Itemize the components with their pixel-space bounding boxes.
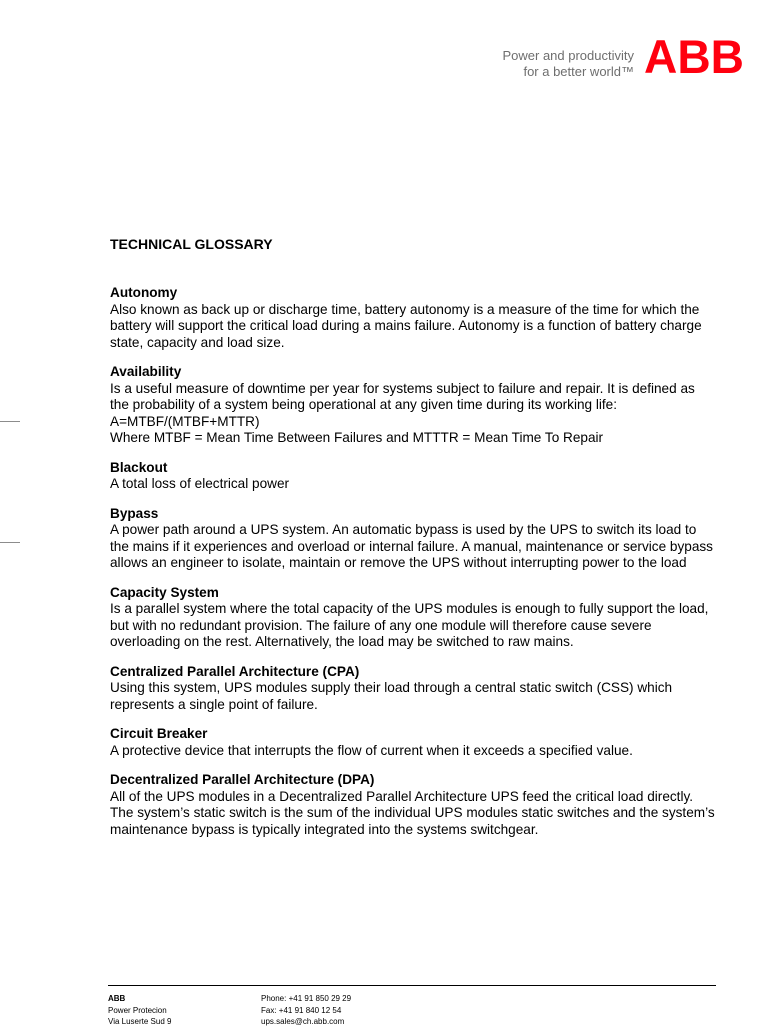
glossary-definition: A power path around a UPS system. An automatic bypass is used by the UPS to switch its load to the mains if it experiences and overload or internal failure. A manual, maintenance or service bypass allows an engineer to isolate, maintain or remove the UPS without interrupting power to the load <box>110 522 713 570</box>
glossary-term: Bypass <box>110 505 159 521</box>
footer-division: Power Protecion <box>108 1005 167 1015</box>
abb-logo <box>644 36 744 76</box>
glossary-list <box>110 285 715 838</box>
glossary-term: Autonomy <box>110 285 178 300</box>
footer-street: Via Luserte Sud 9 <box>108 1017 172 1026</box>
glossary-entry <box>110 585 715 651</box>
glossary-entry <box>110 460 715 493</box>
glossary-term: Centralized Parallel Architecture (CPA) <box>110 663 360 679</box>
glossary-entry <box>110 664 715 714</box>
glossary-entry <box>110 364 715 447</box>
footer-email: ups.sales@ch.abb.com <box>261 1017 345 1026</box>
glossary-entry <box>110 506 715 572</box>
glossary-definition: A total loss of electrical power <box>110 476 290 491</box>
footer-divider <box>108 985 716 986</box>
glossary-term: Blackout <box>110 459 168 475</box>
glossary-term: Circuit Breaker <box>110 726 208 741</box>
glossary-definition: Also known as back up or discharge time, battery autonomy is a measure of the time for which the battery will support the critical load during a mains failure. Autonomy is a function of battery charge state, capacity and load size. <box>110 301 702 350</box>
document-title: TECHNICAL GLOSSARY <box>110 236 273 252</box>
footer-address <box>108 993 171 1028</box>
footer-company: ABB <box>108 994 126 1003</box>
glossary-definition: Using this system, UPS modules supply their load through a central static switch (CSS) which represents a single point of failure. <box>110 680 673 712</box>
page-header <box>502 36 744 80</box>
svg-text:ABB: ABB <box>644 36 744 76</box>
glossary-term: Capacity System <box>110 584 219 600</box>
footer-phone: Phone: +41 91 850 29 29 <box>261 994 352 1003</box>
tagline-line-1: Power and productivity <box>502 48 634 63</box>
glossary-term: Decentralized Parallel Architecture (DPA) <box>110 772 375 787</box>
glossary-entry <box>110 772 715 838</box>
glossary-definition: A protective device that interrupts the flow of current when it exceeds a specified value. <box>110 742 633 758</box>
glossary-term: Availability <box>110 364 182 379</box>
footer-fax: Fax: +41 91 840 12 54 <box>261 1005 342 1015</box>
glossary-definition: All of the UPS modules in a Decentralized Parallel Architecture UPS feed the critical load directly. The system’s static switch is the sum of the individual UPS modules static switches and the system’s maintenance bypass is typically integrated into the systems switchgear. <box>110 788 715 837</box>
document-body <box>110 235 715 851</box>
glossary-definition: Is a useful measure of downtime per year for systems subject to failure and repair. It is defined as the probability of a system being operational at any given time during its working life: A=MTBF/(MTBF+MTTR) Where MTBF = Mean Time Between Failures and MTTTR = Mean Time To Repair <box>110 380 695 445</box>
margin-fold-mark <box>0 542 20 543</box>
glossary-entry <box>110 726 715 759</box>
margin-fold-mark <box>0 421 20 422</box>
tagline-line-2: for a better world™ <box>523 64 634 79</box>
brand-tagline <box>502 48 634 80</box>
glossary-definition: Is a parallel system where the total capacity of the UPS modules is enough to fully support the load, but with no redundant provision. The failure of any one module will therefore cause severe overloading on the rest. Alternatively, the load may be switched to raw mains. <box>110 601 709 649</box>
glossary-entry <box>110 285 715 351</box>
